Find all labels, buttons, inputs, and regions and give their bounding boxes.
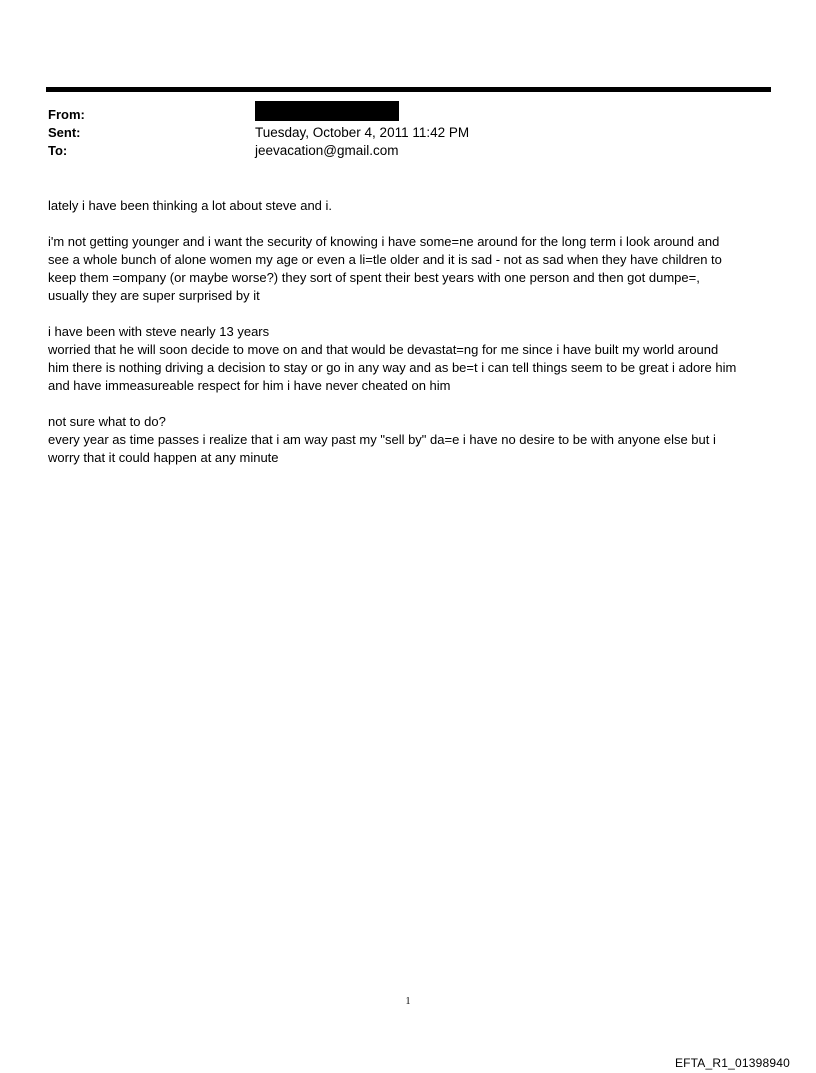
body-line: i'm not getting younger and i want the security of knowing i have some=ne around for the long term i look around and (48, 234, 720, 249)
body-line: worry that it could happen at any minute (48, 450, 279, 465)
body-line: him there is nothing driving a decision to stay or go in any way and as be=t i can tell things seem to be great i adore him (48, 360, 737, 375)
body-line: i have been with steve nearly 13 years (48, 324, 270, 339)
body-line: and have immeasureable respect for him i have never cheated on him (48, 378, 451, 393)
page-number: 1 (405, 996, 411, 1007)
email-body (48, 197, 778, 485)
from-label: From: (48, 107, 85, 122)
header-rule (46, 87, 771, 92)
email-header (48, 106, 748, 160)
body-line: every year as time passes i realize that i am way past my "sell by" da=e i have no desire to be with anyone else but i (48, 432, 716, 447)
body-line: keep them =ompany (or maybe worse?) they sort of spent their best years with one person and then got dumpe=, (48, 270, 700, 285)
to-label: To: (48, 143, 68, 158)
sent-value: Tuesday, October 4, 2011 11:42 PM (255, 125, 470, 140)
paragraph-1 (48, 197, 778, 215)
body-line: worried that he will soon decide to move on and that would be devastat=ng for me since i have built my world around (48, 342, 719, 357)
body-line: see a whole bunch of alone women my age or even a li=tle older and it is sad - not as sad when they have children to (48, 252, 722, 267)
body-line: usually they are super surprised by it (48, 288, 260, 303)
body-line: not sure what to do? (48, 414, 166, 429)
body-line: lately i have been thinking a lot about steve and i. (48, 198, 333, 213)
paragraph-3 (48, 323, 778, 395)
from-row (48, 106, 748, 124)
paragraph-2 (48, 233, 778, 305)
redaction-block (255, 101, 399, 121)
to-value: jeevacation@gmail.com (255, 143, 399, 158)
document-id: EFTA_R1_01398940 (674, 1056, 790, 1070)
sent-row (48, 124, 748, 142)
sent-label: Sent: (48, 125, 81, 140)
paragraph-4 (48, 413, 778, 467)
to-row (48, 142, 748, 160)
